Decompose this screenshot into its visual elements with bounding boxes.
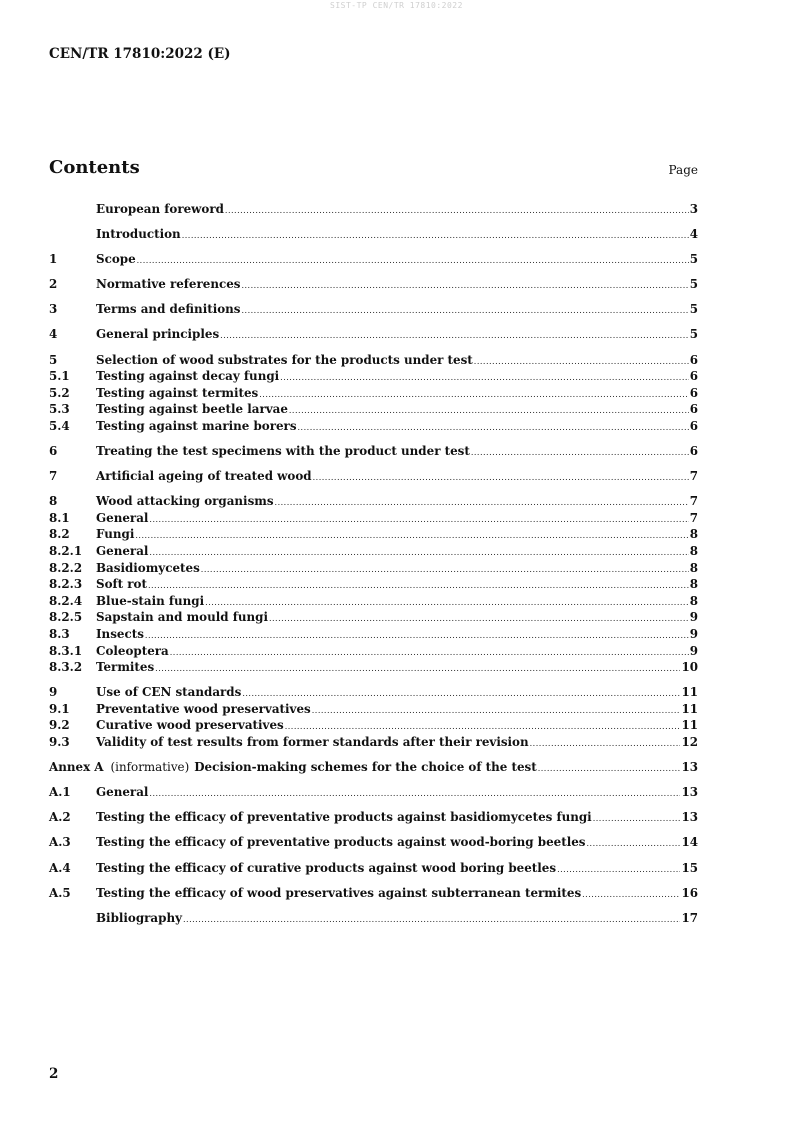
toc-entry[interactable] <box>49 659 698 676</box>
toc-entry-title: Validity of test results from former standards after their revision <box>96 735 529 750</box>
toc-entry[interactable] <box>49 734 698 751</box>
dot-leader <box>145 628 689 645</box>
toc-entry-title: General <box>96 510 149 525</box>
toc-entry[interactable] <box>49 759 698 776</box>
toc-entry-page: 6 <box>689 418 698 433</box>
toc-entry-number: 8.2.1 <box>49 544 83 558</box>
toc-entry-title: Sapstain and mould fungi <box>96 610 268 625</box>
page-number: 2 <box>49 1066 59 1082</box>
toc-entry-page: 13 <box>681 810 698 825</box>
toc-entry-title: Scope <box>96 252 136 267</box>
contents-title: Contents <box>49 157 140 178</box>
table-of-contents <box>49 201 698 926</box>
dot-leader <box>148 578 689 595</box>
toc-entry[interactable] <box>49 251 698 268</box>
toc-entry[interactable] <box>49 368 698 385</box>
dot-leader <box>149 545 688 562</box>
toc-entry-number: 5.3 <box>49 402 70 417</box>
toc-entry[interactable] <box>49 543 698 560</box>
toc-entry-page: 9 <box>689 626 698 641</box>
toc-entry[interactable] <box>49 443 698 460</box>
toc-entry-number: 4 <box>49 327 58 342</box>
dot-leader <box>183 912 680 929</box>
toc-entry-page: 8 <box>689 527 698 542</box>
dot-leader <box>149 512 688 529</box>
watermark: SIST-TP CEN/TR 17810:2022 <box>330 1 463 10</box>
toc-entry-page: 5 <box>689 252 698 267</box>
toc-entry[interactable] <box>49 418 698 435</box>
toc-entry-number: 8.1 <box>49 510 70 525</box>
toc-entry-title: General <box>96 544 149 558</box>
toc-entry[interactable] <box>49 401 698 418</box>
dot-leader <box>312 703 681 720</box>
dot-leader <box>275 495 689 512</box>
toc-entry-number: 9.1 <box>49 701 70 716</box>
dot-leader <box>205 595 689 612</box>
toc-entry-title: Termites <box>96 660 155 675</box>
toc-entry-page: 8 <box>689 544 698 558</box>
toc-entry-page: 7 <box>689 494 698 509</box>
dot-leader <box>220 328 689 345</box>
toc-entry-page: 9 <box>689 610 698 625</box>
toc-entry-page: 6 <box>689 385 698 400</box>
toc-entry[interactable] <box>49 684 698 701</box>
toc-entry[interactable] <box>49 510 698 527</box>
toc-entry-number: 8 <box>49 494 58 509</box>
toc-entry-page: 8 <box>689 560 698 575</box>
toc-entry-page: 5 <box>689 277 698 292</box>
toc-entry-page: 14 <box>681 835 698 850</box>
toc-entry-page: 11 <box>681 701 698 716</box>
toc-entry-number: 3 <box>49 302 58 317</box>
toc-entry[interactable] <box>49 326 698 343</box>
dot-leader <box>149 786 680 803</box>
toc-entry-title: Treating the test specimens with the product under test <box>96 444 470 459</box>
dot-leader <box>201 562 689 579</box>
toc-entry-title: Testing against decay fungi <box>96 369 280 384</box>
toc-entry-page: 7 <box>689 510 698 525</box>
dot-leader <box>269 611 689 628</box>
dot-leader <box>557 862 680 879</box>
toc-entry-page: 4 <box>689 227 698 242</box>
dot-leader <box>593 811 681 828</box>
toc-entry[interactable] <box>49 593 698 610</box>
toc-entry-title: Artificial ageing of treated wood <box>96 469 312 484</box>
toc-entry-number: 8.3.1 <box>49 643 83 658</box>
toc-entry-number: A.4 <box>49 860 71 875</box>
toc-entry-page: 6 <box>689 352 698 367</box>
informative-label: (informative) <box>110 760 190 775</box>
toc-entry-page: 15 <box>681 860 698 875</box>
toc-entry-page: 12 <box>681 735 698 750</box>
toc-entry-title: Selection of wood substrates for the products under test <box>96 352 473 367</box>
toc-entry-number: A.2 <box>49 810 71 825</box>
dot-leader <box>538 761 681 778</box>
toc-entry-number: 8.2.4 <box>49 593 83 608</box>
toc-entry-title: Preventative wood preservatives <box>96 701 311 716</box>
toc-entry-title: Curative wood preservatives <box>96 718 284 733</box>
toc-entry-title <box>49 759 537 776</box>
toc-entry-title: Soft rot <box>96 577 147 592</box>
dot-leader <box>170 645 689 662</box>
toc-entry-title: Testing the efficacy of preventative products against basidiomycetes fungi <box>96 810 592 825</box>
dot-leader <box>586 836 680 853</box>
toc-entry-title: Fungi <box>96 527 135 542</box>
toc-entry[interactable] <box>49 352 698 369</box>
toc-entry-title: Normative references <box>96 277 241 292</box>
toc-entry-title: Introduction <box>96 227 181 242</box>
toc-entry-number: 5.4 <box>49 418 70 433</box>
toc-entry-page: 13 <box>681 785 698 800</box>
toc-entry[interactable] <box>49 468 698 485</box>
dot-leader <box>298 420 689 437</box>
toc-entry[interactable] <box>49 576 698 593</box>
dot-leader <box>225 203 689 220</box>
toc-entry-title: Wood attacking organisms <box>96 494 274 509</box>
toc-entry-number: 8.2.2 <box>49 560 83 575</box>
toc-entry-number: 7 <box>49 469 58 484</box>
toc-entry-page: 3 <box>689 202 698 216</box>
toc-entry-page: 7 <box>689 469 698 484</box>
toc-entry[interactable] <box>49 809 698 826</box>
toc-entry-number: 2 <box>49 277 58 292</box>
toc-entry-page: 8 <box>689 593 698 608</box>
toc-entry[interactable] <box>49 626 698 643</box>
dot-leader <box>241 278 688 295</box>
toc-entry-page: 10 <box>681 660 698 675</box>
toc-entry-title: General <box>96 785 149 800</box>
toc-entry-page: 8 <box>689 577 698 592</box>
toc-entry-title: Testing against marine borers <box>96 418 297 433</box>
dot-leader <box>289 403 689 420</box>
dot-leader <box>471 445 689 462</box>
toc-entry-title: Blue-stain fungi <box>96 593 205 608</box>
toc-entry-title: Terms and definitions <box>96 302 241 317</box>
toc-entry-page: 5 <box>689 302 698 317</box>
toc-entry-page: 17 <box>681 910 698 925</box>
dot-leader <box>182 228 689 245</box>
toc-entry-page: 16 <box>681 885 698 900</box>
toc-entry-page: 6 <box>689 402 698 417</box>
toc-entry-title: General principles <box>96 327 220 342</box>
toc-entry-title: Testing against beetle larvae <box>96 402 288 417</box>
toc-entry-number: A.1 <box>49 785 71 800</box>
toc-entry-number: 8.2 <box>49 527 70 542</box>
dot-leader <box>313 470 689 487</box>
dot-leader <box>242 303 689 320</box>
toc-entry-number: 8.3.2 <box>49 660 83 675</box>
toc-entry[interactable] <box>49 643 698 660</box>
toc-entry-number: A.5 <box>49 885 71 900</box>
toc-entry-number: 5.2 <box>49 385 70 400</box>
toc-entry-title: Use of CEN standards <box>96 685 242 700</box>
toc-entry-number: 8.2.5 <box>49 610 83 625</box>
toc-entry[interactable] <box>49 885 698 902</box>
dot-leader <box>259 387 688 404</box>
dot-leader <box>474 354 689 371</box>
toc-entry[interactable] <box>49 834 698 851</box>
dot-leader <box>582 887 680 904</box>
toc-entry-page: 5 <box>689 327 698 342</box>
toc-entry-number: A.3 <box>49 835 71 850</box>
toc-entry-title: Coleoptera <box>96 643 169 658</box>
page-column-label: Page <box>668 163 698 177</box>
toc-entry[interactable] <box>49 717 698 734</box>
toc-entry[interactable] <box>49 385 698 402</box>
toc-entry-number: 5 <box>49 352 58 367</box>
toc-entry-title: Testing the efficacy of curative products against wood boring beetles <box>96 860 557 875</box>
toc-entry-number: 9.2 <box>49 718 70 733</box>
toc-entry-number: 9 <box>49 685 58 700</box>
toc-entry-page: 6 <box>689 444 698 459</box>
toc-entry-title: Testing the efficacy of preventative products against wood-boring beetles <box>96 835 586 850</box>
toc-entry-page: 6 <box>689 369 698 384</box>
toc-entry[interactable] <box>49 910 698 927</box>
toc-entry[interactable] <box>49 201 698 218</box>
toc-entry-number: 8.2.3 <box>49 577 83 592</box>
annex-title: Decision-making schemes for the choice of the test <box>194 760 537 775</box>
toc-entry-title: Testing against termites <box>96 385 259 400</box>
toc-entry[interactable] <box>49 560 698 577</box>
toc-entry[interactable] <box>49 784 698 801</box>
toc-entry-page: 13 <box>681 760 698 775</box>
toc-entry-number: 8.3 <box>49 626 70 641</box>
dot-leader <box>137 253 689 270</box>
toc-entry-page: 11 <box>681 685 698 700</box>
dot-leader <box>135 528 688 545</box>
toc-entry-title: Insects <box>96 626 144 641</box>
toc-entry[interactable] <box>49 701 698 718</box>
toc-entry-number: 5.1 <box>49 369 70 384</box>
toc-entry[interactable] <box>49 493 698 510</box>
toc-entry[interactable] <box>49 609 698 626</box>
toc-entry-title: Bibliography <box>96 910 182 925</box>
toc-entry[interactable] <box>49 526 698 543</box>
toc-entry-title: Testing the efficacy of wood preservatives against subterranean termites <box>96 885 582 900</box>
annex-label: Annex A <box>49 760 104 775</box>
toc-entry-title: European foreword <box>96 202 224 216</box>
toc-entry-title: Basidiomycetes <box>96 560 200 575</box>
toc-entry-number: 1 <box>49 252 58 267</box>
toc-entry[interactable] <box>49 301 698 318</box>
toc-entry-page: 9 <box>689 643 698 658</box>
toc-entry-number: 9.3 <box>49 735 70 750</box>
toc-entry-number: 6 <box>49 444 58 459</box>
toc-entry[interactable] <box>49 276 698 293</box>
dot-leader <box>280 370 689 387</box>
dot-leader <box>530 736 681 753</box>
toc-entry[interactable] <box>49 860 698 877</box>
dot-leader <box>155 661 680 678</box>
toc-entry[interactable] <box>49 226 698 243</box>
document-id-header: CEN/TR 17810:2022 (E) <box>49 46 231 62</box>
toc-entry-page: 11 <box>681 718 698 733</box>
